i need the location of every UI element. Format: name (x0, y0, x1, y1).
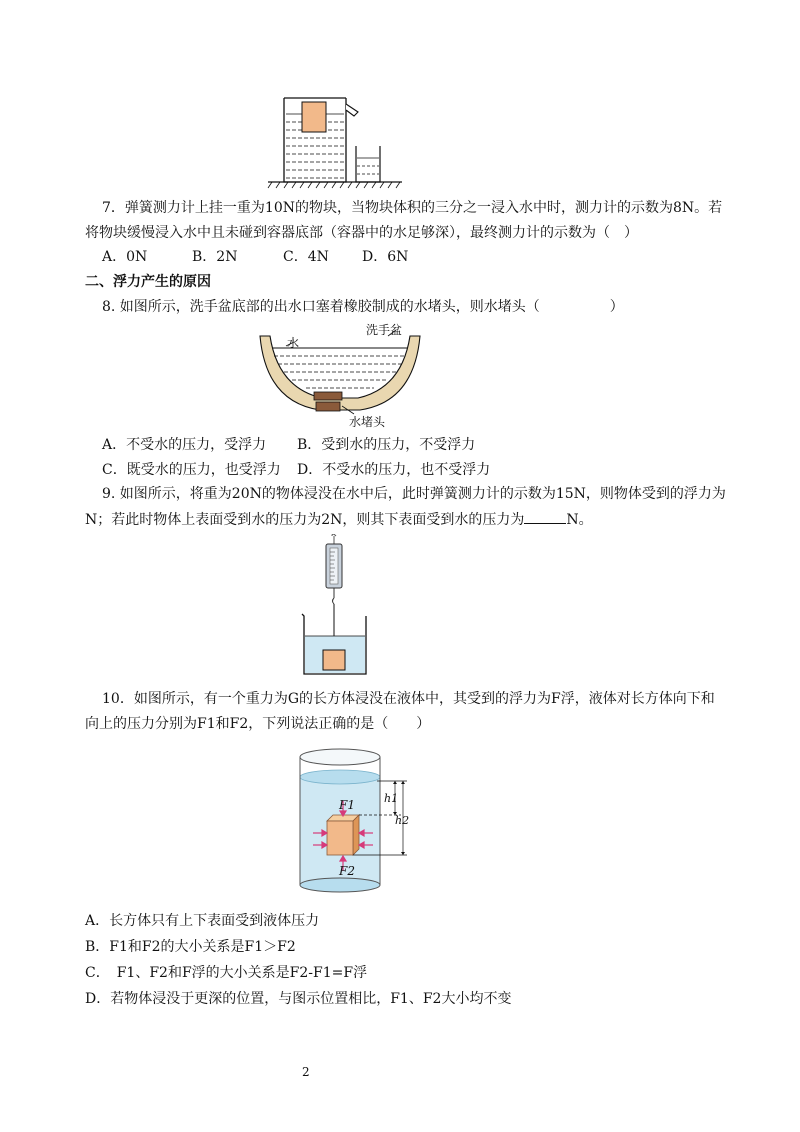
q7-option-b: B．2N (192, 249, 238, 265)
q9-stem-line1: 9. 如图所示，将重为20N的物体浸没在水中后，此时弹簧测力计的示数为15N，则物体受到的浮力为 (102, 486, 726, 502)
figure-h1-label: h1 (384, 792, 399, 805)
spring-scale-beaker-figure (292, 534, 382, 680)
q8-option-c: C．既受水的压力，也受浮力 (102, 462, 281, 478)
q8-stem: 8. 如图所示，洗手盆底部的出水口塞着橡胶制成的水堵头，则水堵头（ ） (102, 299, 624, 315)
section-heading: 二、浮力产生的原因 (85, 274, 211, 290)
q7-option-d: D．6N (362, 249, 409, 265)
q10-option-c: C． F1、F2和F浮的大小关系是F2-F1=F浮 (85, 965, 368, 981)
q8-option-d: D．不受水的压力，也不受浮力 (297, 462, 491, 478)
q7-stem-line2: 将物块缓慢浸入水中且未碰到容器底部（容器中的水足够深），最终测力计的示数为（ ） (85, 225, 638, 241)
q7-option-a: A．0N (102, 249, 148, 265)
q10-option-d: D．若物体浸没于更深的位置，与图示位置相比，F1、F2大小均不变 (85, 991, 512, 1007)
q10-stem-line2: 向上的压力分别为F1和F2，下列说法正确的是（ ） (85, 716, 431, 732)
q9-line2-text-b: N。 (566, 512, 593, 528)
basin-water-label: 水 (287, 336, 300, 350)
q8-option-a: A．不受水的压力，受浮力 (102, 437, 267, 453)
q10-option-a: A．长方体只有上下表面受到液体压力 (85, 913, 320, 929)
q7-stem-line1: 7．弹簧测力计上挂一重为10N的物块，当物块体积的三分之一浸入水中时，测力计的示数为8N。若 (102, 200, 723, 216)
figure-f1-label: F1 (339, 798, 355, 812)
basin-figure (250, 318, 430, 428)
q10-stem-line1: 10．如图所示，有一个重力为G的长方体浸没在液体中，其受到的浮力为F浮，液体对长方体向下和 (102, 691, 715, 707)
q9-stem-line2 (85, 510, 593, 529)
overflow-cup-figure (266, 90, 406, 190)
page-number: 2 (302, 1065, 310, 1079)
plug-label: 水堵头 (349, 415, 386, 429)
q8-option-b: B．受到水的压力，不受浮力 (297, 437, 476, 453)
figure-h2-label: h2 (395, 814, 410, 827)
q9-answer-blank[interactable] (524, 510, 566, 524)
basin-label: 洗手盆 (366, 323, 403, 337)
q10-option-b: B．F1和F2的大小关系是F1＞F2 (85, 939, 296, 955)
figure-f2-label: F2 (339, 864, 355, 878)
q7-option-c: C．4N (283, 249, 329, 265)
q9-line2-text-a: N；若此时物体上表面受到水的压力为2N，则其下表面受到水的压力为 (85, 512, 525, 528)
